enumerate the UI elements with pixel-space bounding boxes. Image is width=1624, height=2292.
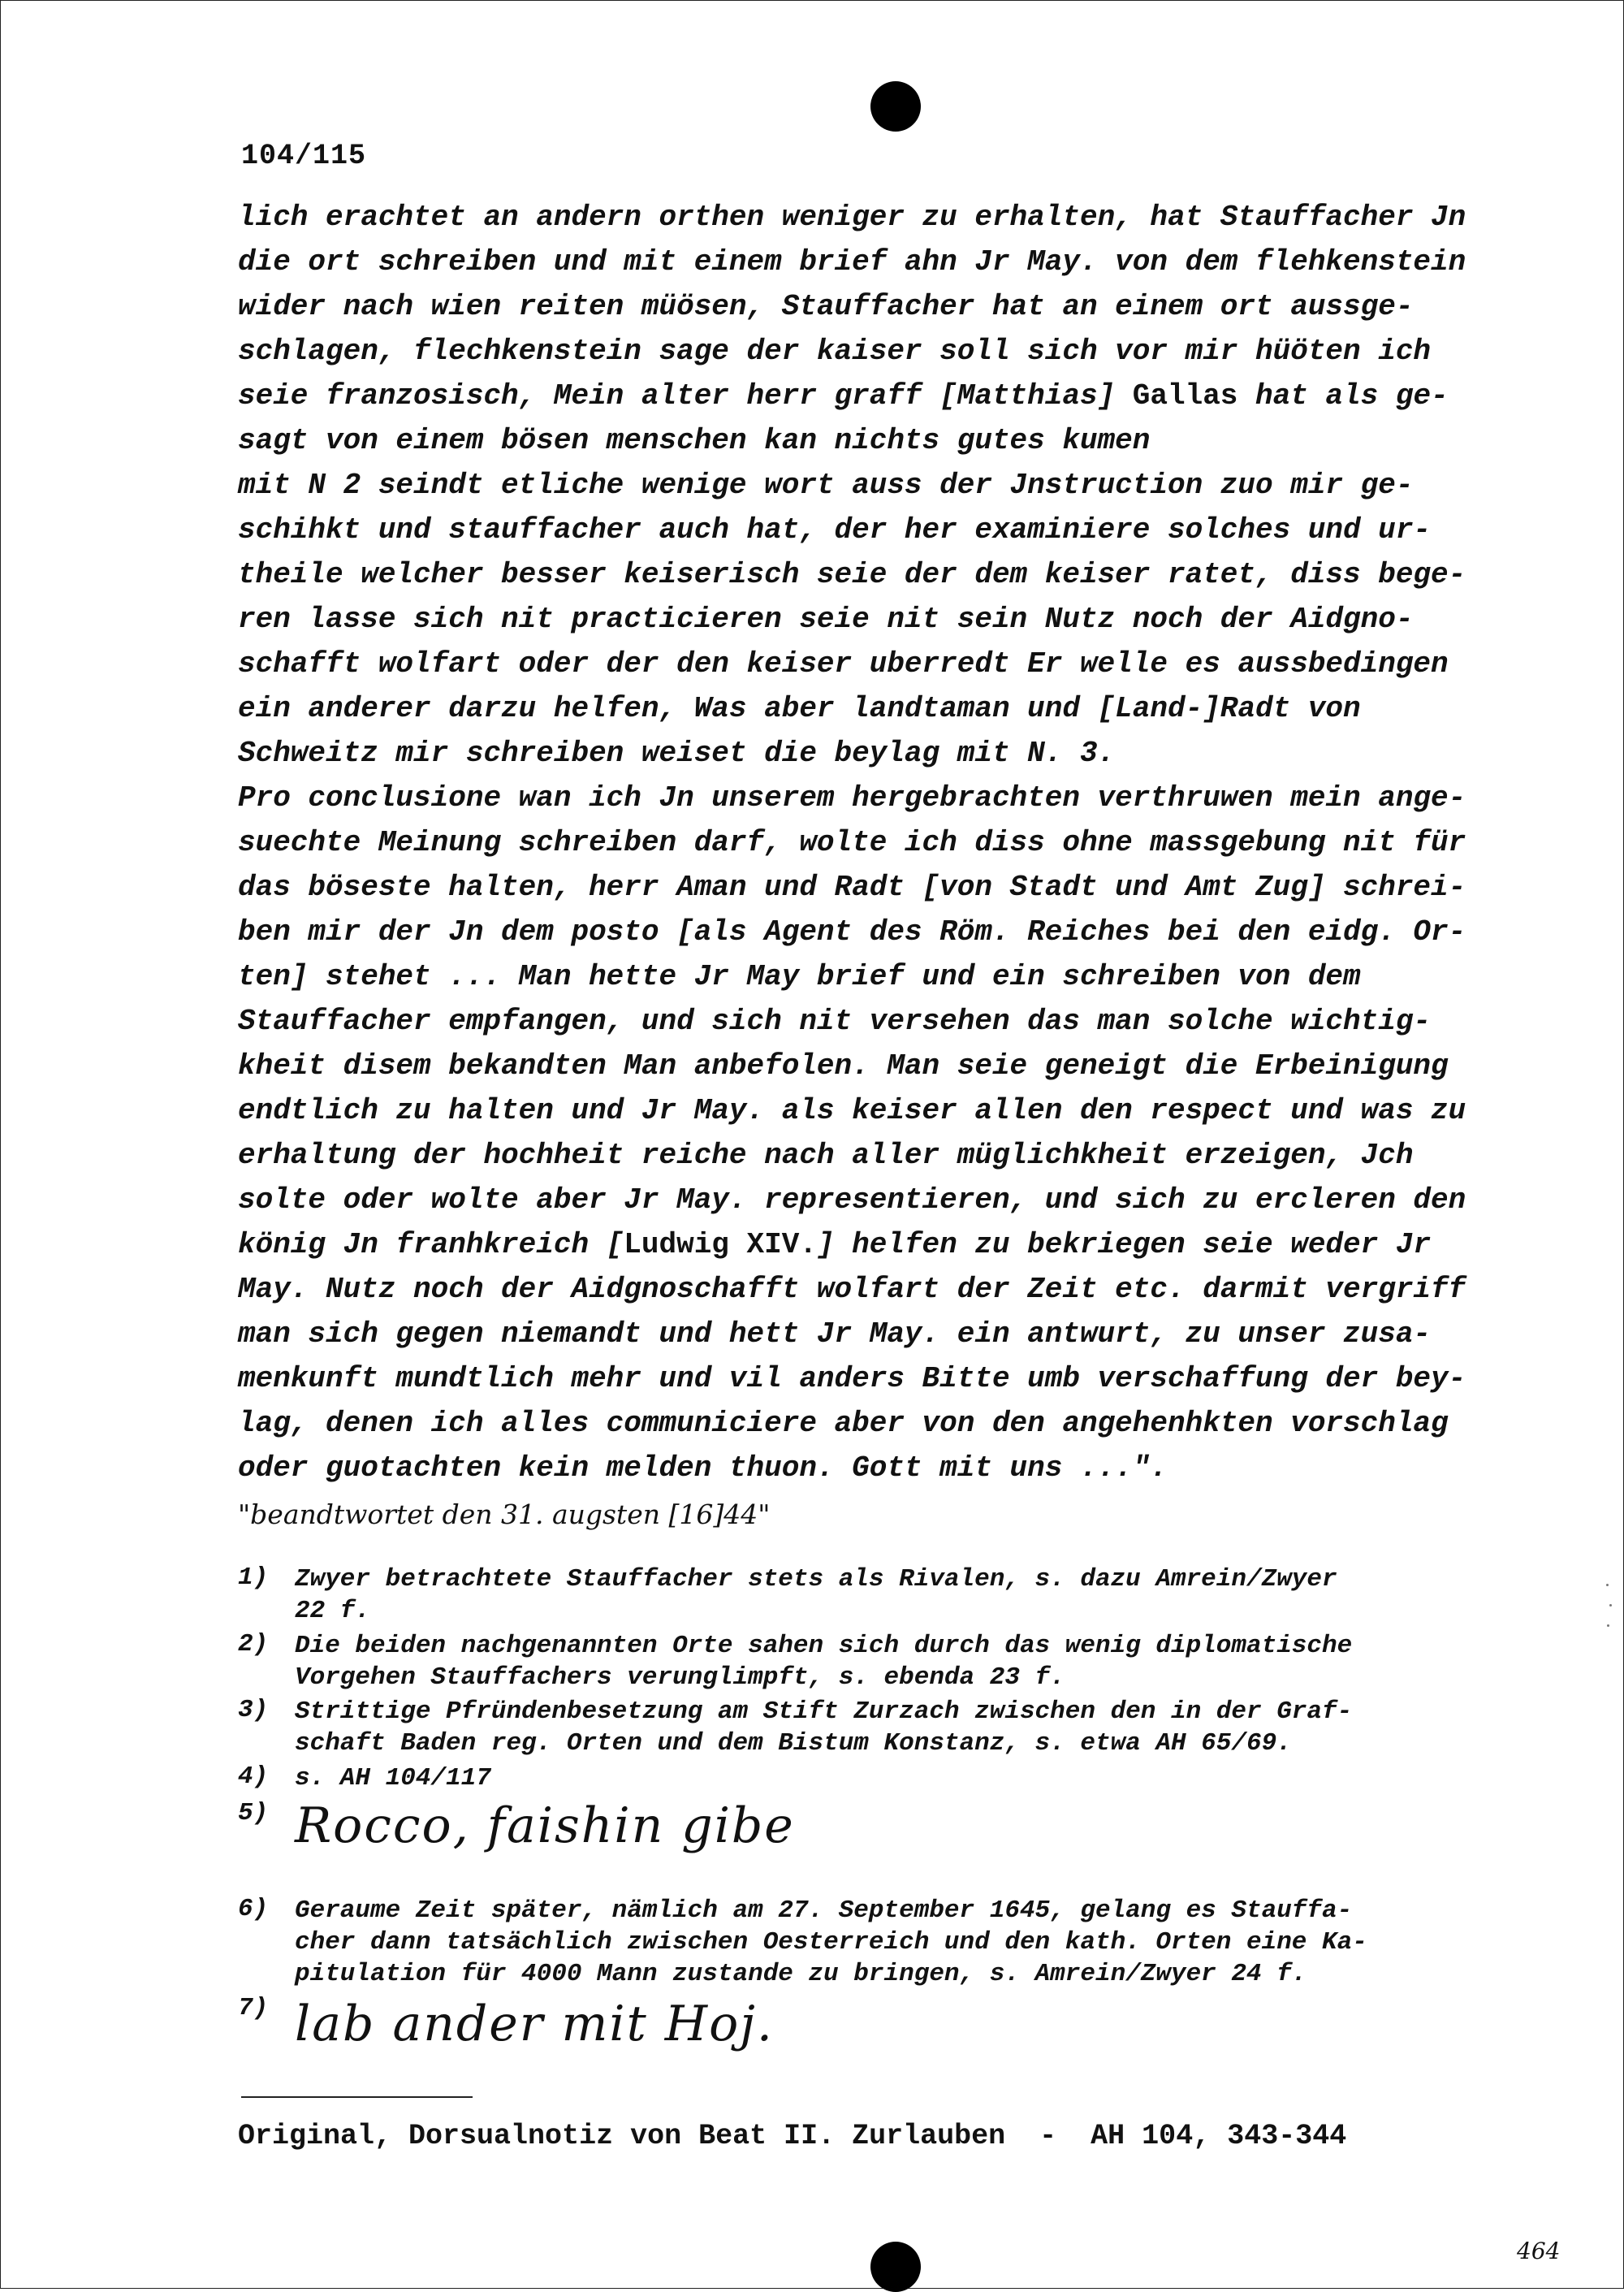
body-line: wider nach wien reiten müösen, Stauffacher hat an einem ort aussge- <box>238 290 1414 323</box>
footnote-number: 6) <box>238 1895 269 1923</box>
body-line: erhaltung der hochheit reiche nach aller müglichkheit erzeigen, Jch <box>238 1139 1414 1172</box>
punch-hole-top <box>870 81 921 132</box>
body-line: schafft wolfart oder der den keiser uberredt Er welle es aussbedingen <box>238 647 1449 681</box>
footnote-line: 22 f. <box>295 1597 371 1625</box>
punch-hole-bottom <box>870 2242 921 2292</box>
footnote-line: cher dann tatsächlich zwischen Oesterreich und den kath. Orten eine Ka- <box>295 1928 1367 1957</box>
body-line: oder guotachten kein melden thuon. Gott mit uns ...". <box>238 1451 1168 1485</box>
body-line: ein anderer darzu helfen, Was aber landtaman und [Land-]Radt von <box>238 692 1361 725</box>
body-line: suechte Meinung schreiben darf, wolte ich diss ohne massgebung nit für <box>238 826 1466 859</box>
body-line: hat als ge- <box>1237 379 1449 413</box>
footnote-line: Geraume Zeit später, nämlich am 27. September 1645, gelang es Stauffa- <box>295 1896 1353 1925</box>
body-line: sagt von einem bösen menschen kan nichts gutes kumen <box>238 424 1151 457</box>
body-line: ben mir der Jn dem posto [als Agent des Röm. Reiches bei den eidg. Or- <box>238 915 1466 949</box>
margin-speck <box>1607 1624 1609 1627</box>
body-line: seie franzosisch, Mein alter herr graff [Matthias] <box>238 379 1133 413</box>
footnote-text <box>295 1563 1337 1627</box>
body-line: schihkt und stauffacher auch hat, der her examiniere solches und ur- <box>238 513 1432 547</box>
body-line: lag, denen ich alles communiciere aber von den angehenhkten vorschlag <box>238 1407 1449 1440</box>
body-line: solte oder wolte aber Jr May. representieren, und sich zu ercleren den <box>238 1183 1466 1217</box>
body-line: Pro conclusione wan ich Jn unserem hergebrachten verthruwen mein ange- <box>238 781 1466 815</box>
body-line: endtlich zu halten und Jr May. als keiser allen den respect und was zu <box>238 1094 1466 1127</box>
body-line: ren lasse sich nit practicieren seie nit sein Nutz noch der Aidgno- <box>238 603 1414 636</box>
handwritten-annotation: Rocco, faishin gibe <box>295 1797 795 1854</box>
footnote-line: Vorgehen Stauffachers verunglimpft, s. ebenda 23 f. <box>295 1663 1065 1692</box>
footnote-text <box>295 1630 1352 1693</box>
page-number: 104/115 <box>241 140 367 172</box>
body-name-gallas: Gallas <box>1132 379 1238 413</box>
handwritten-annotation: lab ander mit Hoj. <box>295 1996 774 2052</box>
footnote-number: 3) <box>238 1696 269 1724</box>
body-line: May. Nutz noch der Aidgnoschafft wolfart der Zeit etc. darmit vergriff <box>238 1273 1466 1306</box>
source-footer: Original, Dorsualnotiz von Beat II. Zurlauben - AH 104, 343-344 <box>238 2120 1347 2152</box>
footnote-number: 1) <box>238 1563 269 1592</box>
body-line: ten] stehet ... Man hette Jr May brief und ein schreiben von dem <box>238 960 1361 993</box>
body-line: das böseste halten, herr Aman und Radt [von Stadt und Amt Zug] schrei- <box>238 871 1466 904</box>
body-line: menkunft mundtlich mehr und vil anders Bitte umb verschaffung der bey- <box>238 1362 1466 1395</box>
body-name-ludwig: Ludwig XIV. <box>624 1228 817 1261</box>
footnote-number: 4) <box>238 1762 269 1791</box>
body-line: kheit disem bekandten Man anbefolen. Man seie geneigt die Erbeinigung <box>238 1049 1449 1083</box>
body-line: schlagen, flechkenstein sage der kaiser soll sich vor mir hüöten ich <box>238 335 1432 368</box>
body-line: lich erachtet an andern orthen weniger zu erhalten, hat Stauffacher Jn <box>238 201 1466 234</box>
footnote-number: 7) <box>238 1994 269 2022</box>
body-line: könig Jn franhkreich [ <box>238 1228 624 1261</box>
footnote-line: pitulation für 4000 Mann zustande zu bringen, s. Amrein/Zwyer 24 f. <box>295 1960 1307 1988</box>
reply-note: "beandtwortet den 31. augsten [16]44" <box>238 1498 771 1530</box>
body-line: theile welcher besser keiserisch seie der dem keiser ratet, diss bege- <box>238 558 1466 591</box>
footnote-number: 5) <box>238 1799 269 1827</box>
archive-page-note: 464 <box>1517 2238 1561 2264</box>
body-line: ] helfen zu bekriegen seie weder Jr <box>816 1228 1432 1261</box>
letter-body <box>238 195 1505 1490</box>
footnote-text <box>295 1762 491 1794</box>
body-line: Schweitz mir schreiben weiset die beylag mit N. 3. <box>238 737 1116 770</box>
body-line: Stauffacher empfangen, und sich nit versehen das man solche wichtig- <box>238 1005 1432 1038</box>
footnote-line: Strittige Pfründenbesetzung am Stift Zurzach zwischen den in der Graf- <box>295 1697 1353 1726</box>
footnote-text <box>295 1696 1352 1759</box>
footnote-line: Die beiden nachgenannten Orte sahen sich durch das wenig diplomatische <box>295 1632 1353 1660</box>
margin-speck <box>1609 1604 1612 1607</box>
footnote-number: 2) <box>238 1630 269 1658</box>
footer-rule <box>241 2096 473 2098</box>
margin-speck <box>1606 1584 1609 1586</box>
footnote-text <box>295 1895 1367 1990</box>
footnote-line: Zwyer betrachtete Stauffacher stets als Rivalen, s. dazu Amrein/Zwyer <box>295 1565 1337 1594</box>
body-line: mit N 2 seindt etliche wenige wort auss der Jnstruction zuo mir ge- <box>238 469 1414 502</box>
footnote-line: schaft Baden reg. Orten und dem Bistum Konstanz, s. etwa AH 65/69. <box>295 1729 1292 1758</box>
body-line: die ort schreiben und mit einem brief ahn Jr May. von dem flehkenstein <box>238 245 1466 279</box>
footnote-line: s. AH 104/117 <box>295 1764 491 1793</box>
body-line: man sich gegen niemandt und hett Jr May. ein antwurt, zu unser zusa- <box>238 1317 1432 1351</box>
